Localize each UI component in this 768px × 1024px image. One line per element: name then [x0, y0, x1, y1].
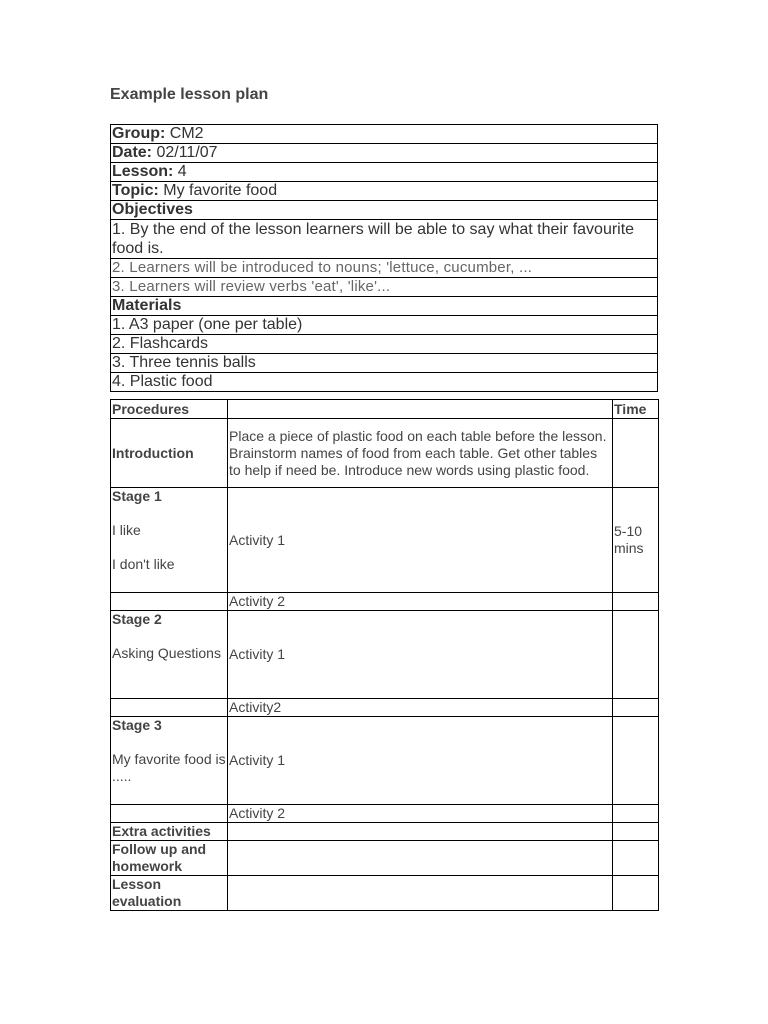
topic-value: My favorite food: [163, 182, 278, 199]
table-row: [111, 182, 658, 201]
table-row: [111, 419, 659, 488]
empty-cell: [613, 841, 659, 876]
table-row: [111, 841, 659, 876]
stage1-activity1: Activity 1: [228, 488, 613, 593]
table-row: [111, 201, 658, 220]
stage2-desc: Asking Questions: [112, 645, 221, 661]
table-row: [111, 876, 659, 911]
page-title: Example lesson plan: [110, 86, 269, 103]
followup-label: Follow up and homework: [111, 841, 228, 876]
objectives-heading: Objectives: [111, 201, 658, 220]
table-row: [111, 259, 658, 278]
table-row: [111, 354, 658, 373]
table-row: [111, 220, 658, 259]
stage1-activity2: Activity 2: [228, 593, 613, 611]
material-item: 1. A3 paper (one per table): [111, 316, 658, 335]
empty-cell: [111, 593, 228, 611]
table-row: [111, 373, 658, 392]
empty-cell: [228, 876, 613, 911]
stage3-activity1: Activity 1: [228, 717, 613, 805]
objective-item: 1. By the end of the lesson learners will be able to say what their favourite food is.: [111, 220, 658, 259]
materials-heading: Materials: [111, 297, 658, 316]
introduction-text: Place a piece of plastic food on each table before the lesson. Brainstorm names of food from each table. Get other tables to help if need be. Introduce new words using plastic food.: [228, 419, 613, 488]
topic-label: Topic:: [112, 182, 159, 199]
table-row: [111, 163, 658, 182]
empty-cell: [613, 717, 659, 805]
stage3-desc: My favorite food is .....: [112, 751, 226, 784]
stage2-activity1: Activity 1: [228, 611, 613, 699]
empty-cell: [111, 699, 228, 717]
stage3-activity2: Activity 2: [228, 805, 613, 823]
table-row: [111, 335, 658, 354]
procedures-table: [110, 399, 659, 911]
objective-item: 3. Learners will review verbs 'eat', 'like'...: [111, 278, 658, 297]
group-label: Group:: [112, 125, 166, 142]
date-value: 02/11/07: [156, 144, 218, 161]
table-row: [111, 400, 659, 419]
table-row: [111, 144, 658, 163]
table-row: [111, 611, 659, 699]
empty-cell: [228, 841, 613, 876]
introduction-label: Introduction: [111, 419, 228, 488]
group-value: CM2: [169, 125, 204, 142]
lesson-header-table: [110, 124, 658, 392]
table-row: [111, 278, 658, 297]
stage1-cell: [111, 488, 228, 593]
lesson-label: Lesson:: [112, 163, 174, 180]
empty-cell: [613, 611, 659, 699]
stage1-title: Stage 1: [112, 488, 162, 504]
time-heading: Time: [613, 400, 659, 419]
table-row: [111, 823, 659, 841]
empty-cell: [228, 823, 613, 841]
procedures-heading: Procedures: [111, 400, 228, 419]
lesson-value: 4: [177, 163, 187, 180]
empty-cell: [613, 823, 659, 841]
empty-cell: [613, 805, 659, 823]
material-item: 3. Three tennis balls: [111, 354, 658, 373]
material-item: 2. Flashcards: [111, 335, 658, 354]
stage2-cell: [111, 611, 228, 699]
table-row: [111, 297, 658, 316]
table-row: [111, 699, 659, 717]
stage3-cell: [111, 717, 228, 805]
table-row: [111, 805, 659, 823]
empty-cell: [613, 699, 659, 717]
table-row: [111, 316, 658, 335]
table-row: [111, 488, 659, 593]
material-item: 4. Plastic food: [111, 373, 658, 392]
empty-cell: [228, 400, 613, 419]
empty-cell: [111, 805, 228, 823]
objective-item: 2. Learners will be introduced to nouns; 'lettuce, cucumber, ...: [111, 259, 658, 278]
stage1-time: 5-10 mins: [613, 488, 659, 593]
table-row: [111, 593, 659, 611]
empty-cell: [613, 876, 659, 911]
extra-activities-label: Extra activities: [111, 823, 228, 841]
stage1-line: I don't like: [112, 556, 175, 572]
stage2-activity2: Activity2: [228, 699, 613, 717]
empty-cell: [613, 419, 659, 488]
stage2-title: Stage 2: [112, 611, 162, 627]
stage1-line: I like: [112, 522, 141, 538]
table-row: [111, 717, 659, 805]
table-row: [111, 125, 658, 144]
stage3-title: Stage 3: [112, 717, 162, 733]
empty-cell: [613, 593, 659, 611]
evaluation-label: Lesson evaluation: [111, 876, 228, 911]
date-label: Date:: [112, 144, 153, 161]
